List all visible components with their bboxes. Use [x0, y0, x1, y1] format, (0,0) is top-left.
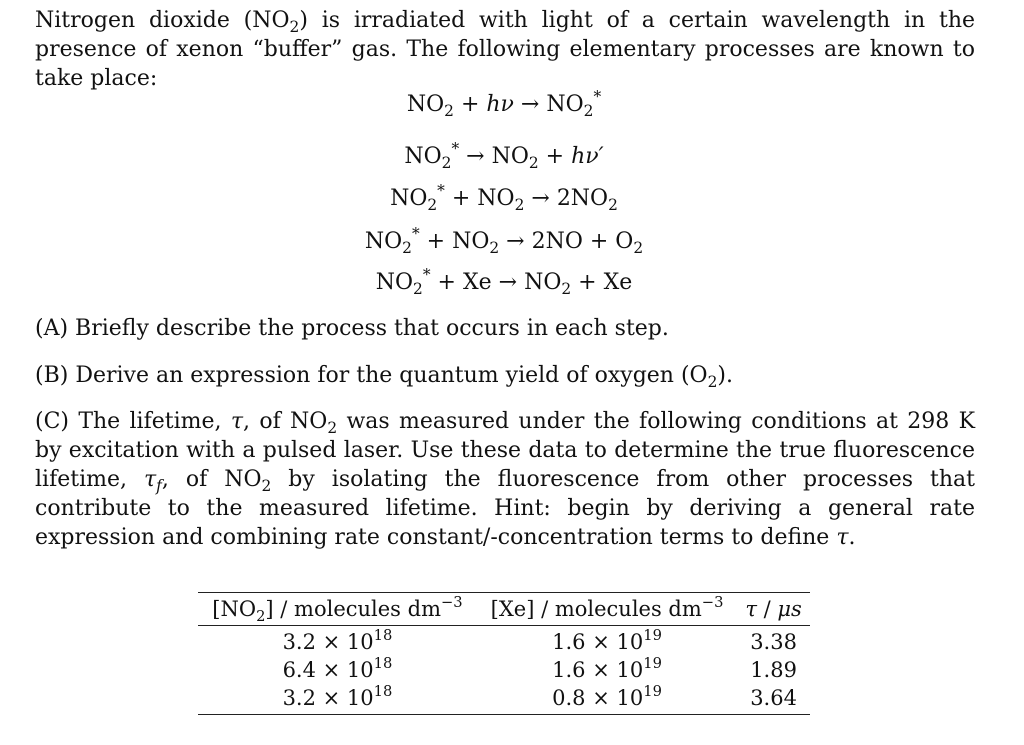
- cell-xe: $1.6 \times 10^{19}$: [552, 655, 662, 682]
- table-row: [198, 684, 810, 715]
- equation-reaction: $NO_2^* + NO_2 \to 2NO + O_2$: [364, 225, 644, 257]
- table-row: [198, 656, 810, 684]
- table-header-row: [198, 593, 810, 626]
- header-xe-concentration: [Xe] / molecules $dm^{-3}$: [490, 594, 724, 621]
- intro-text-2: ) is irradiated with light of a certain wavelength in the presence of xenon “buffer” gas. The following elementary processes are known to take place:: [35, 8, 976, 91]
- cell-no2: $6.4 \times 10^{18}$: [282, 655, 393, 682]
- question-b: (B) Derive an expression for the quantum yield of oxygen $(O_2)$.: [35, 363, 733, 391]
- equation-fluorescence: $NO_2^* \to NO_2 + h\nu'$: [404, 140, 604, 172]
- cell-xe: $0.8 \times 10^{19}$: [552, 683, 662, 710]
- equation-xenon-quenching: $NO_2^* + Xe \to NO_2 + Xe$: [375, 266, 633, 298]
- equation-absorption: $NO_2 + h\nu \to NO_2^*$: [406, 88, 602, 120]
- cell-no2: $3.2 \times 10^{18}$: [282, 683, 393, 710]
- lifetime-data-table: [198, 592, 810, 715]
- cell-tau: 3.38: [750, 630, 797, 654]
- cell-tau: 3.64: [750, 686, 797, 710]
- table-row: [198, 626, 810, 657]
- data-table-wrapper: [198, 592, 810, 715]
- header-no2-concentration: $[NO_2]$ / molecules $dm^{-3}$: [212, 594, 463, 625]
- intro-text-1: Nitrogen dioxide (NO: [35, 8, 290, 33]
- cell-no2: $3.2 \times 10^{18}$: [282, 627, 393, 654]
- question-c: (C) The lifetime, τ, of $NO_2$ was measured under the following conditions at 298 K by excitation with a pulsed laser. Use these data to determine the true fluorescence lifetime, $\tau_f$, of $NO_2$ by isolating the fluorescence from other processes that contribute to the measured lifetime. Hint: begin by deriving a general rate expression and combining rate constant/-concentration terms to define τ.: [35, 409, 976, 550]
- cell-xe: $1.6 \times 10^{19}$: [552, 627, 662, 654]
- intro-subscript: 2: [289, 18, 300, 36]
- question-a: (A) Briefly describe the process that occurs in each step.: [35, 316, 669, 341]
- equation-self-quenching: $NO_2^* + NO_2 \to 2NO_2$: [390, 182, 618, 214]
- header-lifetime: τ / μs: [745, 597, 802, 621]
- cell-tau: 1.89: [750, 658, 797, 682]
- intro-paragraph: [35, 6, 975, 93]
